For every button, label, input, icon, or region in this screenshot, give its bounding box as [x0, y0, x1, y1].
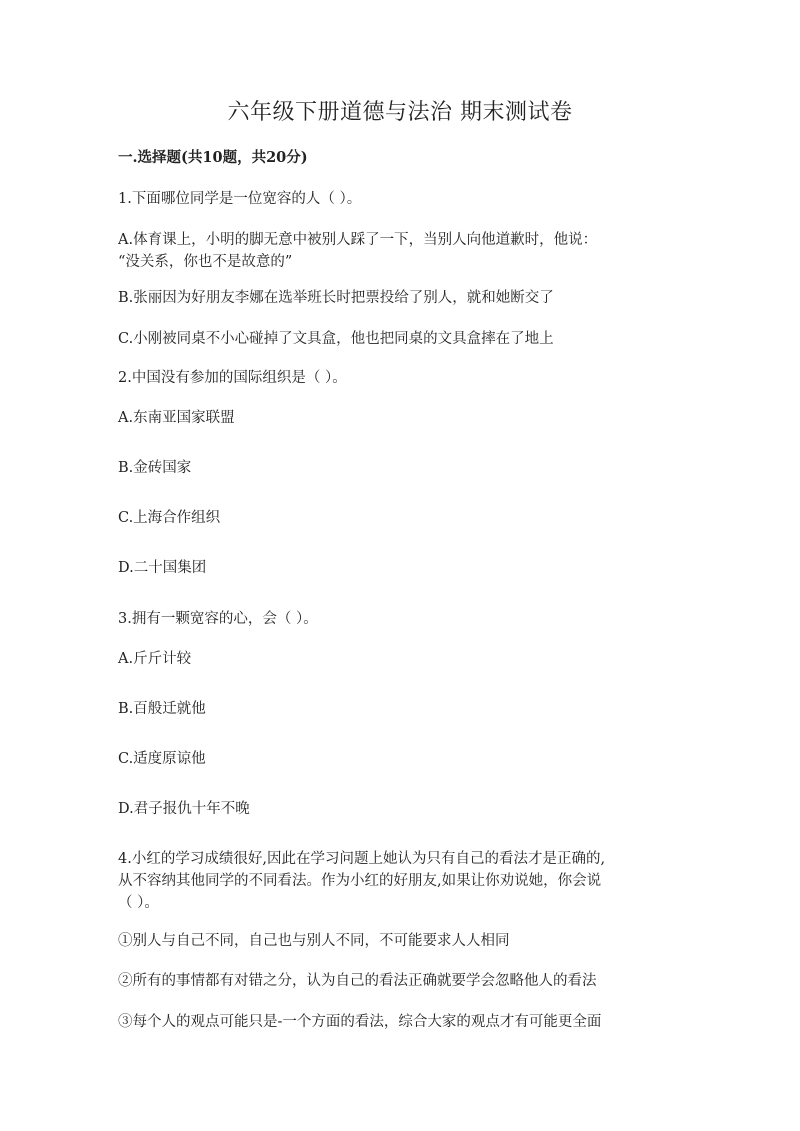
question-3-option-a: A.斤斤计较 [118, 651, 192, 667]
question-4-stem-blank: （ ）。 [118, 895, 159, 911]
question-4-statement-1: ①别人与自己不同，自己也与别人不同，不可能要求人人相同 [118, 933, 510, 949]
question-1-option-c: C.小刚被同桌不小心碰掉了文具盒，他也把同桌的文具盒摔在了地上 [118, 331, 554, 347]
question-2-option-c: C.上海合作组织 [118, 510, 221, 526]
question-3-stem: 3.拥有一颗宽容的心，会（ ）。 [118, 611, 318, 627]
question-4-statement-2: ②所有的事情都有对错之分，认为自己的看法正确就要学会忽略他人的看法 [118, 973, 597, 989]
question-4-stem-continued: 从不容纳其他同学的不同看法。作为小红的好朋友,如果让你劝说她，你会说 [118, 873, 602, 889]
question-4-stem: 4.小红的学习成绩很好,因此在学习问题上她认为只有自己的看法才是正确的, [118, 851, 606, 867]
question-1-stem: 1.下面哪位同学是一位宽容的人（ ）。 [118, 191, 362, 207]
question-2-stem: 2.中国没有参加的国际组织是（ ）。 [118, 370, 347, 386]
question-1-option-a-continued: “没关系，你也不是故意的” [118, 254, 293, 270]
question-3-option-d: D.君子报仇十年不晚 [118, 801, 250, 817]
question-1-option-b: B.张丽因为好朋友李娜在选举班长时把票投给了别人，就和她断交了 [118, 290, 554, 306]
question-3-option-b: B.百般迁就他 [118, 701, 206, 717]
section-heading: 一.选择题(共10题，共20分) [118, 149, 308, 166]
question-4-statement-3: ③每个人的观点可能只是-一个方面的看法，综合大家的观点才有可能更全面 [118, 1014, 602, 1030]
question-1-option-a: A.体育课上，小明的脚无意中被别人踩了一下，当别人向他道歉时，他说： [118, 232, 598, 248]
question-2-option-b: B.金砖国家 [118, 460, 192, 476]
question-2-option-a: A.东南亚国家联盟 [118, 410, 235, 426]
question-2-option-d: D.二十国集团 [118, 560, 207, 576]
question-3-option-c: C.适度原谅他 [118, 751, 206, 767]
page-title: 六年级下册道德与法治 期末测试卷 [227, 100, 573, 125]
